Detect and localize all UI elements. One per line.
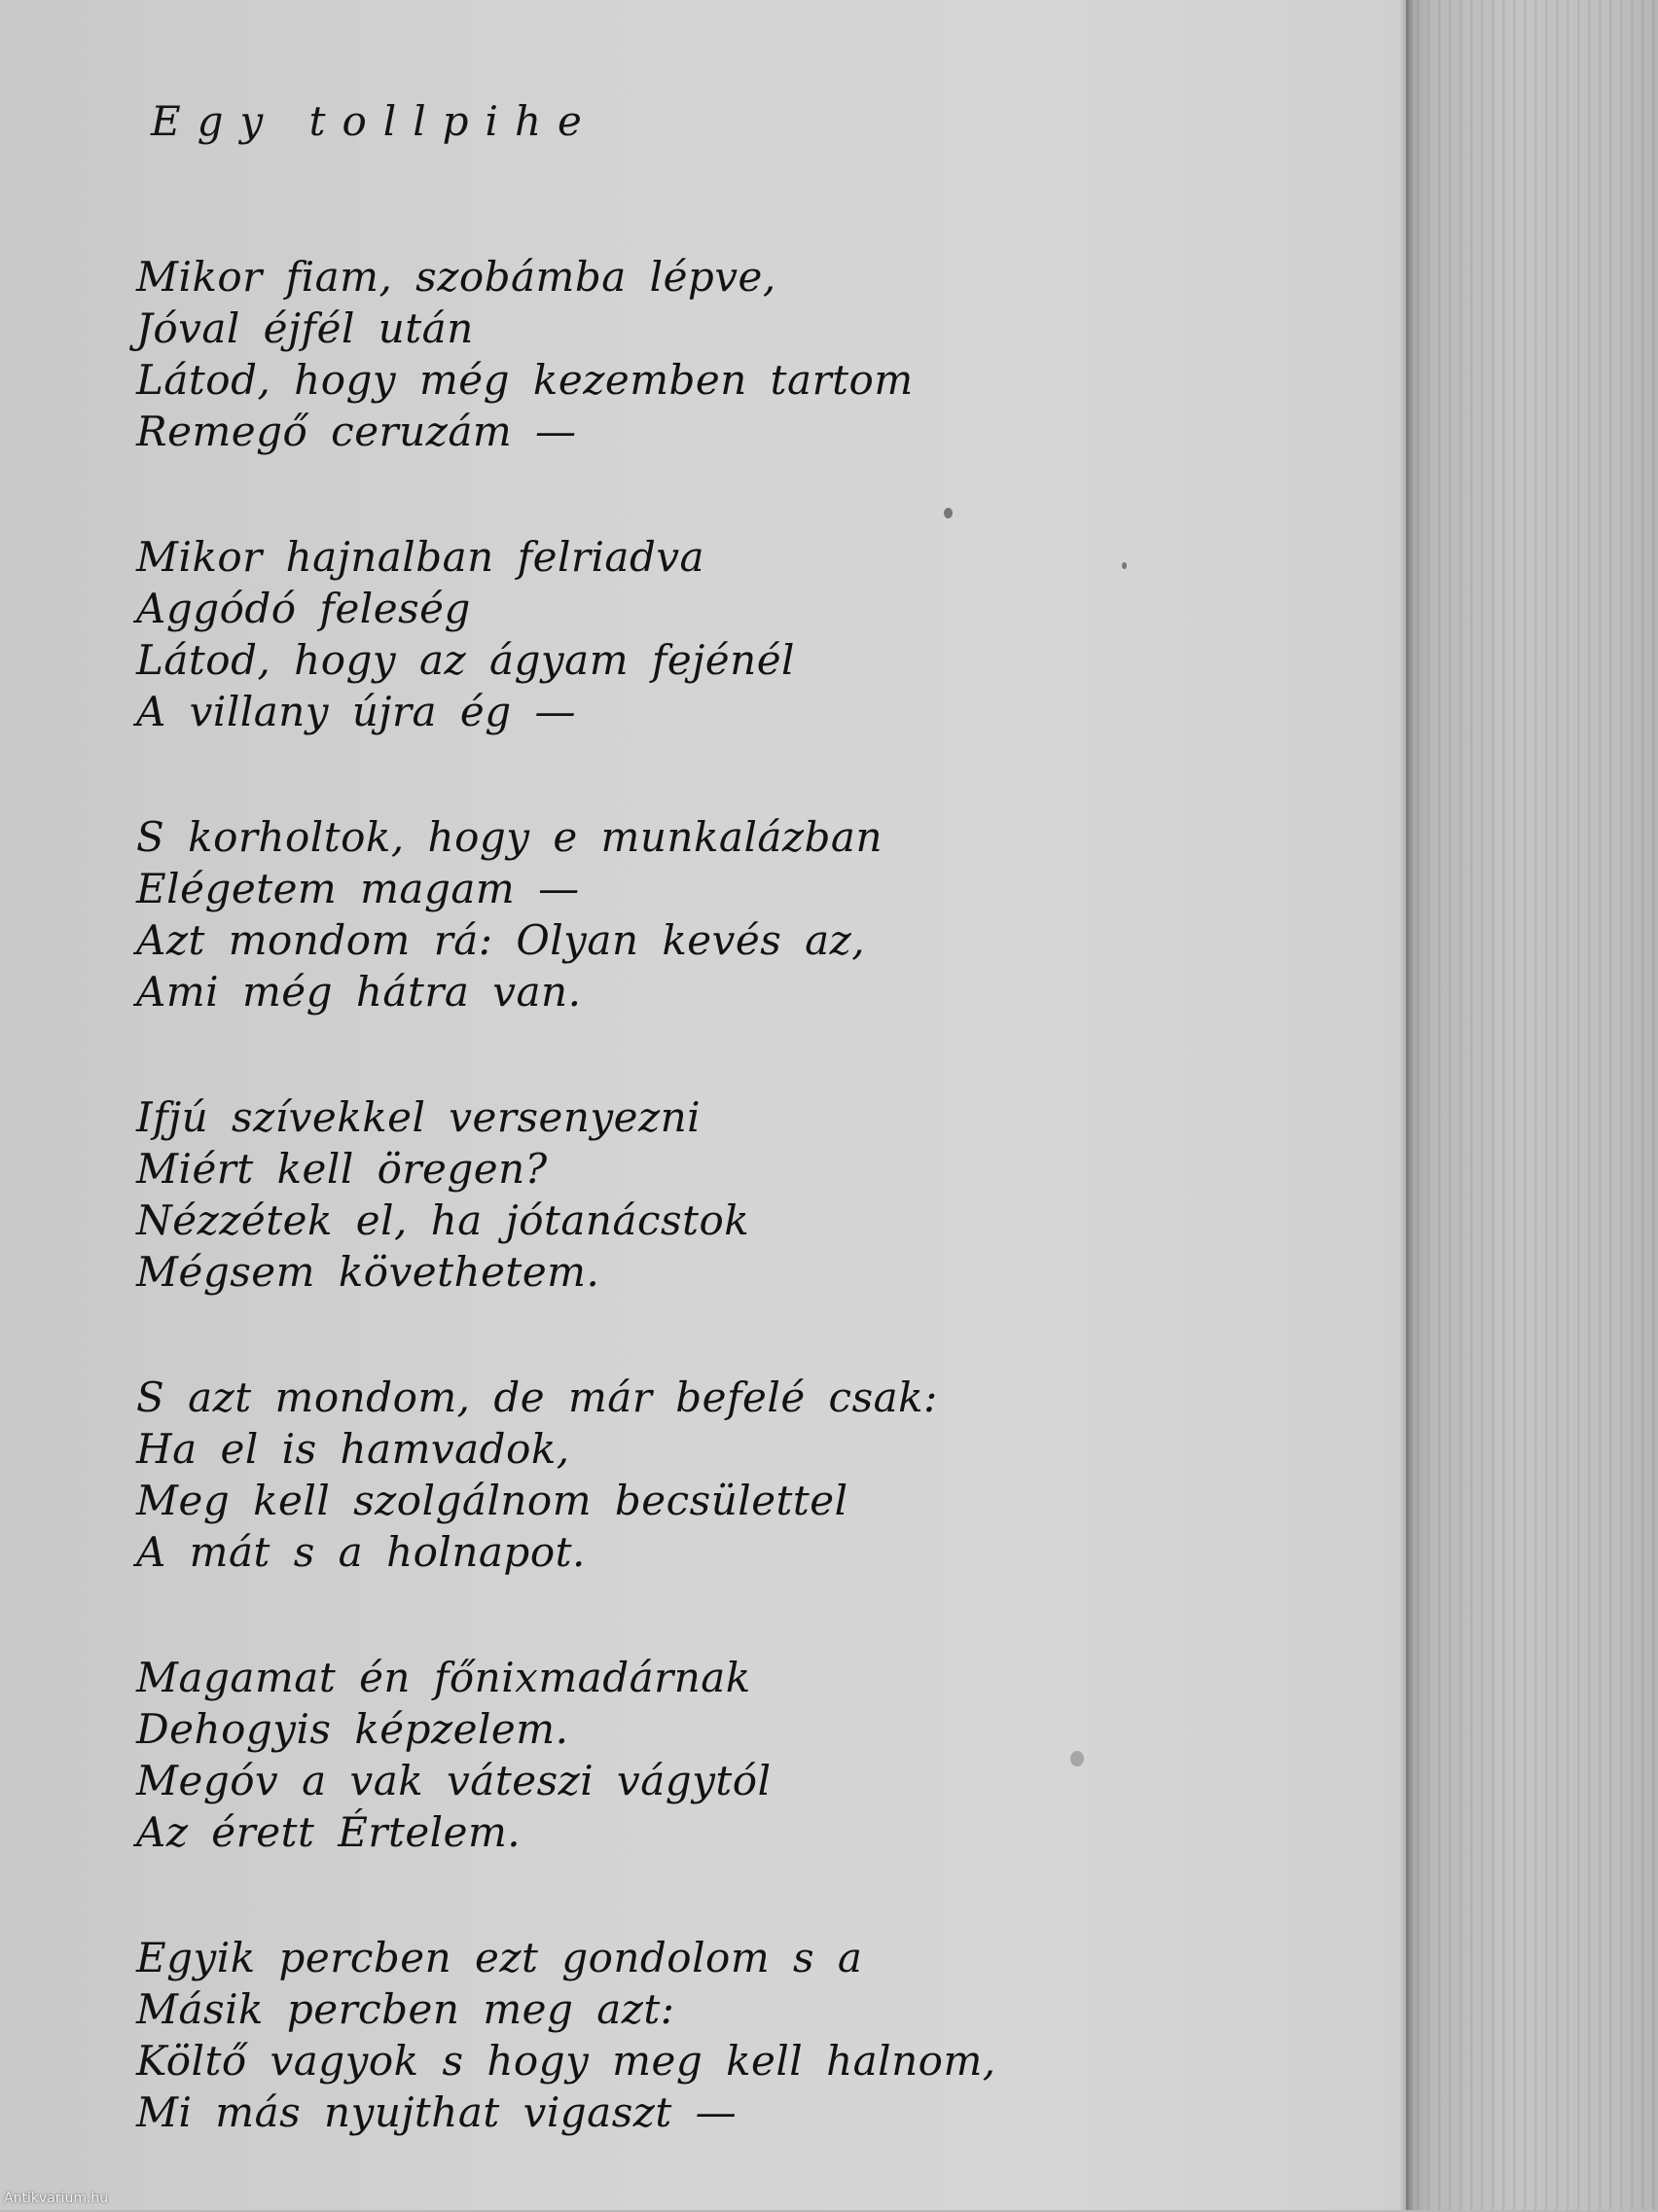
poem-line: Mikor fiam, szobámba lépve, (136, 253, 776, 301)
poem-line: Dehogyis képzelem. (136, 1705, 569, 1753)
watermark: Antikvarium.hu (4, 2191, 109, 2206)
poem-line: Aggódó feleség (136, 585, 471, 632)
poem-title: Egy tollpihe (151, 97, 598, 145)
poem-line: A mát s a holnapot. (136, 1528, 586, 1576)
poem-line: Jóval éjfél után (136, 304, 474, 352)
poem-line: Költő vagyok s hogy meg kell halnom, (136, 2037, 996, 2085)
poem-line: Az érett Értelem. (136, 1808, 522, 1856)
page-edge-stack (1406, 0, 1658, 2210)
poem-line: Miért kell öregen? (136, 1145, 548, 1193)
poem-line: Azt mondom rá: Olyan kevés az, (136, 916, 866, 964)
poem-line: Remegő ceruzám — (136, 408, 577, 455)
stanza-7 (136, 1932, 1343, 2138)
poem-line: Egyik percben ezt gondolom s a (136, 1934, 863, 1981)
poem-line: Nézzétek el, ha jótanácstok (136, 1196, 750, 1244)
poem-line: Látod, hogy még kezemben tartom (136, 356, 914, 404)
stanza-6 (136, 1652, 1343, 1858)
poem-line: Mikor hajnalban felriadva (136, 533, 705, 581)
page-edge-shadow (1399, 0, 1413, 2210)
poem-line: Ami még hátra van. (136, 968, 582, 1016)
stanza-3 (136, 811, 1343, 1017)
stanza-5 (136, 1372, 1343, 1578)
stanza-4 (136, 1091, 1343, 1298)
poem-line: Meg kell szolgálnom becsülettel (136, 1477, 848, 1524)
poem-line: Elégetem magam — (136, 865, 580, 912)
poem-body (136, 251, 1343, 2212)
poem-line: A villany újra ég — (136, 688, 577, 735)
poem-line: S azt mondom, de már befelé csak: (136, 1374, 938, 1421)
poem-line: S korholtok, hogy e munkalázban (136, 813, 883, 861)
poem-line: Másik percben meg azt: (136, 1985, 675, 2033)
poem-line: Ha el is hamvadok, (136, 1425, 570, 1473)
poem-line: Magamat én főnixmadárnak (136, 1654, 751, 1701)
stanza-2 (136, 531, 1343, 737)
poem-line: Látod, hogy az ágyam fejénél (136, 636, 795, 684)
poem-line: Mégsem követhetem. (136, 1248, 600, 1296)
stanza-1 (136, 251, 1343, 457)
poem-line: Megóv a vak váteszi vágytól (136, 1757, 772, 1804)
poem-line: Mi más nyujthat vigaszt — (136, 2088, 738, 2136)
poem-line: Ifjú szívekkel versenyezni (136, 1093, 702, 1141)
